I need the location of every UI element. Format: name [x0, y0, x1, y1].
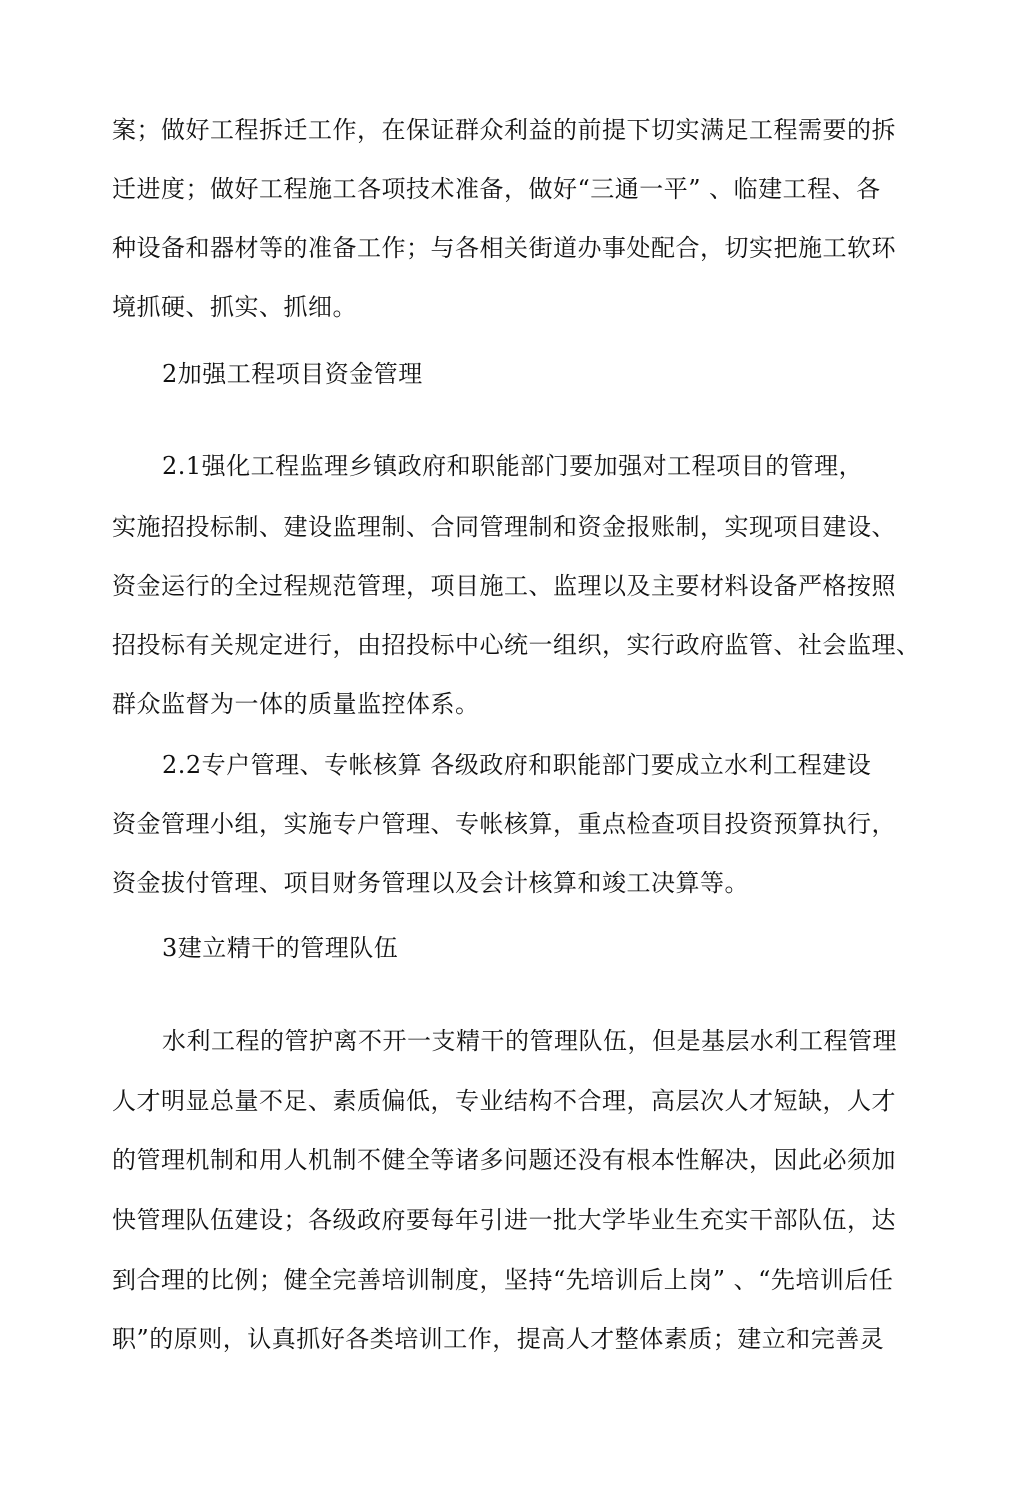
subsection-heading: 2.2专户管理、专帐核算 各级政府和职能部门要成立水利工程建设	[162, 751, 872, 779]
paragraph-line: 人才明显总量不足、素质偏低，专业结构不合理，高层次人才短缺，人才	[112, 1087, 896, 1115]
paragraph-line: 水利工程的管护离不开一支精干的管理队伍，但是基层水利工程管理	[162, 1027, 897, 1055]
paragraph-line: 的管理机制和用人机制不健全等诸多问题还没有根本性解决，因此必须加	[112, 1146, 896, 1174]
paragraph-line: 职”的原则，认真抓好各类培训工作，提高人才整体素质；建立和完善灵	[112, 1325, 885, 1353]
section-heading: 3建立精干的管理队伍	[162, 934, 399, 962]
paragraph-line: 资金管理小组，实施专户管理、专帐核算，重点检查项目投资预算执行，	[112, 810, 896, 838]
paragraph-line: 到合理的比例；健全完善培训制度，坚持“先培训后上岗” 、“先培训后任	[112, 1266, 894, 1294]
paragraph-line: 境抓硬、抓实、抓细。	[112, 293, 357, 321]
paragraph-line: 实施招投标制、建设监理制、合同管理制和资金报账制，实现项目建设、	[112, 513, 896, 541]
paragraph-line: 群众监督为一体的质量监控体系。	[112, 690, 480, 718]
paragraph-line: 资金运行的全过程规范管理，项目施工、监理以及主要材料设备严格按照	[112, 572, 896, 600]
paragraph-line: 招投标有关规定进行，由招投标中心统一组织，实行政府监管、社会监理、	[112, 631, 921, 659]
paragraph-line: 迁进度；做好工程施工各项技术准备，做好“三通一平” 、临建工程、各	[112, 175, 881, 203]
section-heading: 2加强工程项目资金管理	[162, 360, 423, 388]
subsection-heading: 2.1强化工程监理乡镇政府和职能部门要加强对工程项目的管理，	[162, 452, 864, 480]
paragraph-line: 资金拔付管理、项目财务管理以及会计核算和竣工决算等。	[112, 869, 749, 897]
paragraph-line: 快管理队伍建设；各级政府要每年引进一批大学毕业生充实干部队伍，达	[112, 1206, 896, 1234]
paragraph-line: 案；做好工程拆迁工作，在保证群众利益的前提下切实满足工程需要的拆	[112, 116, 896, 144]
paragraph-line: 种设备和器材等的准备工作；与各相关街道办事处配合，切实把施工软环	[112, 234, 896, 262]
